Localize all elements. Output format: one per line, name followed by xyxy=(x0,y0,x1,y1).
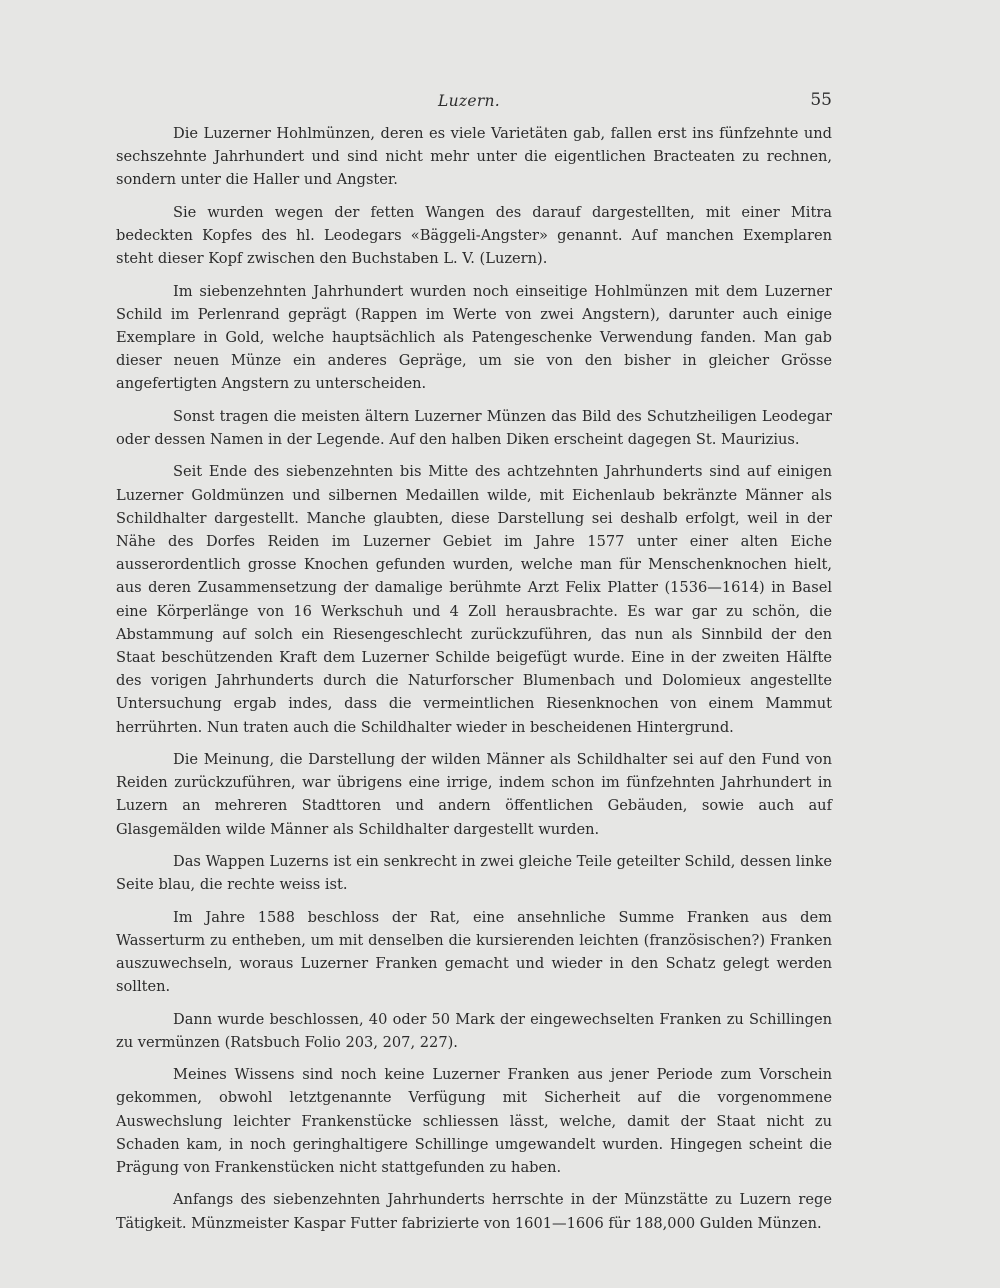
paragraph: Das Wappen Luzerns ist ein senkrecht in zwei gleiche Teile geteilter Schild, dessen linke Seite blau, die rechte weiss ist. xyxy=(116,853,832,894)
paragraph: Sonst tragen die meisten ältern Luzerner Münzen das Bild des Schutzheiligen Leodegar oder dessen Namen in der Legende. Auf den halben Diken erscheint dagegen St. Maurizius. xyxy=(116,407,832,448)
page-header xyxy=(116,90,832,114)
paragraph: Im siebenzehnten Jahrhundert wurden noch einseitige Hohlmünzen mit dem Luzerner Schild im Perlenrand geprägt (Rappen im Werte von zwei Angstern), darunter auch einige Exemplare in Gold, welche hauptsächlich als Patengeschenke Verwendung fanden. Man gab dieser neuen Münze ein anderes Gepräge, um sie von den bisher in gleicher Grösse angefertigten Angstern zu unterscheiden. xyxy=(116,282,832,393)
paragraph: Sie wurden wegen der fetten Wangen des darauf dargestellten, mit einer Mitra bedeckten Kopfes des hl. Leodegars «Bäggeli-Angster» genannt. Auf manchen Exemplaren steht dieser Kopf zwischen den Buchstaben L. V. (Luzern). xyxy=(116,203,832,268)
body-text xyxy=(116,122,832,1235)
paragraph: Seit Ende des siebenzehnten bis Mitte des achtzehnten Jahrhunderts sind auf einigen Luzerner Goldmünzen und silbernen Medaillen wilde, mit Eichenlaub bekränzte Männer als Schildhalter dargestellt. Manche glaubten, diese Darstellung sei deshalb erfolgt, weil in der Nähe des Dorfes Reiden im Luzerner Gebiet im Jahre 1577 unter einer alten Eiche ausserordentlich grosse Knochen gefunden wurden, welche man für Menschenknochen hielt, aus deren Zusammensetzung der damalige berühmte Arzt Felix Platter (1536—1614) in Basel eine Körperlänge von 16 Werkschuh und 4 Zoll herausbrachte. Es war gar zu schön, die Abstammung auf solch ein Riesengeschlecht zurückzuführen, das nun als Sinnbild der den Staat beschützenden Kraft dem Luzerner Schilde beigefügt wurde. Eine in der zweiten Hälfte des vorigen Jahrhunderts durch die Naturforscher Blumenbach und Dolomieux angestellte Untersuchung ergab indes, dass die vermeintlichen Riesenknochen von einem Mammut herrührten. Nun traten auch die Schildhalter wieder in bescheidenen Hintergrund. xyxy=(116,463,832,736)
paragraph: Meines Wissens sind noch keine Luzerner Franken aus jener Periode zum Vorschein gekommen, obwohl letztgenannte Verfügung mit Sicherheit auf die vorgenommene Auswechslung leichter Frankenstücke schliessen lässt, welche, damit der Staat nicht zu Schaden kam, in noch geringhaltigere Schillinge umgewandelt wurden. Hingegen scheint die Prägung von Frankenstücken nicht stattgefunden zu haben. xyxy=(116,1066,832,1177)
running-title: Luzern. xyxy=(438,92,501,110)
paragraph: Die Meinung, die Darstellung der wilden Männer als Schildhalter sei auf den Fund von Reiden zurückzuführen, war übrigens eine irrige, indem schon im fünfzehnten Jahrhundert in Luzern an mehreren Stadttoren und andern öffentlichen Gebäuden, sowie auch auf Glasgemälden wilde Männer als Schildhalter dargestellt wurden. xyxy=(116,751,832,838)
paragraph: Im Jahre 1588 beschloss der Rat, eine ansehnliche Summe Franken aus dem Wasserturm zu entheben, um mit denselben die kursierenden leichten (französischen?) Franken auszuwechseln, woraus Luzerner Franken gemacht und wieder in den Schatz gelegt werden sollten. xyxy=(116,908,832,996)
paragraph: Die Luzerner Hohlmünzen, deren es viele Varietäten gab, fallen erst ins fünfzehnte und sechszehnte Jahrhundert und sind nicht mehr unter die eigentlichen Bracteaten zu rechnen, sondern unter die Haller und Angster. xyxy=(116,125,832,189)
paragraph: Anfangs des siebenzehnten Jahrhunderts herrschte in der Münzstätte zu Luzern rege Tätigkeit. Münzmeister Kaspar Futter fabrizierte von 1601—1606 für 188,000 Gulden Münzen. xyxy=(116,1191,832,1232)
paragraph: Dann wurde beschlossen, 40 oder 50 Mark der eingewechselten Franken zu Schillingen zu vermünzen (Ratsbuch Folio 203, 207, 227). xyxy=(116,1010,832,1051)
page-number: 55 xyxy=(810,90,832,110)
